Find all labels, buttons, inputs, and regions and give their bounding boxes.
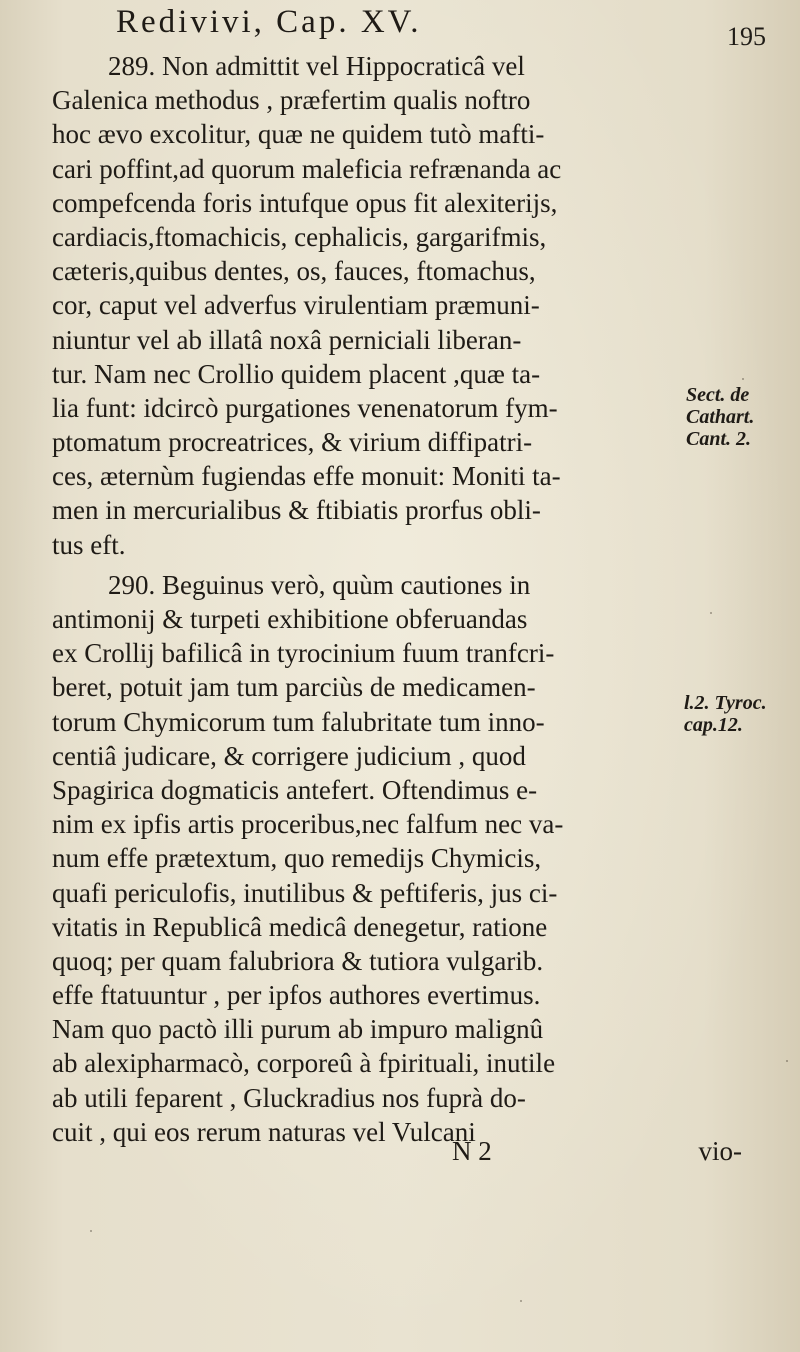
- text-line: centiâ judicare, & corrigere judicium , quod: [52, 740, 526, 771]
- text-line: 290. Beguinus verò, quùm cautiones in: [108, 569, 531, 600]
- margin-note: [684, 692, 796, 736]
- text-line: cari poffint,ad quorum maleficia refrænanda ac: [52, 153, 562, 184]
- paper-speck: [520, 1300, 522, 1302]
- text-line: Nam quo pactò illi purum ab impuro malignû: [52, 1014, 544, 1045]
- text-line: vitatis in Republicâ medicâ denegetur, ratione: [52, 911, 548, 942]
- text-line: tus eft.: [52, 529, 126, 560]
- text-line: ptomatum procreatrices, & virium diffipatri-: [52, 427, 533, 458]
- signature-mark: N 2: [452, 1136, 492, 1166]
- text-line: ex Crollij bafilicâ in tyrocinium fuum tranfcri-: [52, 638, 555, 669]
- paper-speck: [710, 612, 712, 614]
- body-text: [52, 49, 672, 1149]
- text-line: ab alexipharmacò, corporeû à fpirituali, inutile: [52, 1048, 556, 1079]
- text-line: 289. Non admittit vel Hippocraticâ vel: [108, 51, 525, 81]
- text-line: cor, caput vel adverfus virulentiam præmuni-: [52, 290, 540, 321]
- text-line: quoq; per quam falubriora & tutiora vulgarib.: [52, 945, 544, 976]
- margin-note-line: Sect. de: [686, 384, 750, 406]
- catchword: vio-: [698, 1136, 742, 1166]
- running-head: Redivivi, Cap. XV.: [116, 4, 422, 40]
- text-line: cæteris,quibus dentes, os, fauces, ftomachus,: [52, 256, 536, 287]
- text-line: effe ftatuuntur , per ipfos authores evertimus.: [52, 980, 541, 1011]
- margin-note-line: cap.12.: [684, 714, 743, 736]
- text-line: torum Chymicorum tum falubritate tum inno-: [52, 706, 545, 737]
- text-line: men in mercurialibus & ftibiatis prorfus obli-: [52, 495, 541, 526]
- paper-speck: [90, 1230, 92, 1232]
- text-line: antimonij & turpeti exhibitione obferuandas: [52, 604, 528, 634]
- text-line: cuit , qui eos rerum naturas vel Vulcani: [52, 1116, 476, 1147]
- text-line: num effe prætextum, quo remedijs Chymicis,: [52, 843, 542, 874]
- page-number: 195: [727, 22, 766, 51]
- page-header: [116, 4, 766, 51]
- page-footer: [452, 1136, 742, 1170]
- text-line: quafi periculofis, inutilibus & peftiferis, jus ci-: [52, 877, 558, 908]
- margin-note: [686, 384, 798, 450]
- text-line: nim ex ipfis artis proceribus,nec falfum nec va-: [52, 809, 564, 840]
- margin-note-line: l.2. Tyroc.: [684, 692, 767, 714]
- text-line: Galenica methodus , præfertim qualis noftro: [52, 85, 531, 116]
- text-line: ab utili feparent , Gluckradius nos fuprà do-: [52, 1082, 526, 1113]
- text-line: hoc ævo excolitur, quæ ne quidem tutò mafti-: [52, 119, 545, 150]
- text-line: cardiacis,ftomachicis, cephalicis, gargarifmis,: [52, 221, 547, 252]
- text-line: compefcenda foris intufque opus fit alexiterijs,: [52, 187, 558, 218]
- paper-speck: [786, 1060, 788, 1062]
- text-line: lia funt: idcircò purgationes venenatorum fym-: [52, 392, 558, 423]
- margin-note-line: Cathart.: [686, 406, 755, 428]
- text-line: niuntur vel ab illatâ noxâ perniciali liberan-: [52, 324, 522, 355]
- text-line: ces, æternùm fugiendas effe monuit: Moniti ta-: [52, 461, 561, 492]
- paper-speck: [742, 378, 744, 380]
- text-line: Spagirica dogmaticis antefert. Oftendimus e-: [52, 774, 538, 805]
- text-line: tur. Nam nec Crollio quidem placent ,quæ ta-: [52, 358, 541, 389]
- margin-note-line: Cant. 2.: [686, 428, 752, 450]
- text-line: beret, potuit jam tum parciùs de medicamen-: [52, 672, 536, 703]
